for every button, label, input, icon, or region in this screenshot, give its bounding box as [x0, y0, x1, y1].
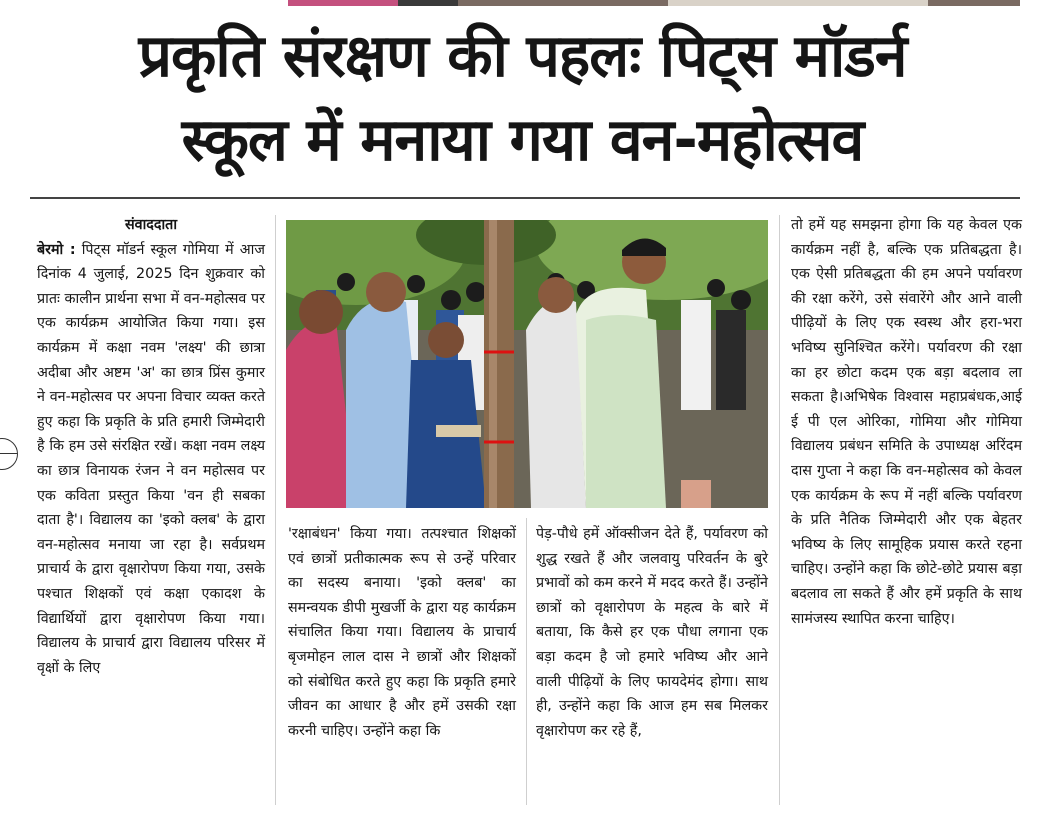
headline-line-1: प्रकृति संरक्षण की पहलः पिट्स मॉडर्न: [138, 21, 907, 90]
strip-segment: [288, 0, 398, 6]
article-column-4: [791, 213, 1022, 631]
column-3-text: पेड़-पौधे हमें ऑक्सीजन देते हैं, पर्यावरण को शुद्ध रखते हैं और जलवायु परिवर्तन के बुरे प्रभावों को कम करने में मदद करते हैं। उन्होंने छात्रों को वृक्षारोपण के महत्व के बारे में बताया, कि कैसे हर एक पौधा लगाना एक बड़ा कदम है जो हमारे भविष्य और आने वाली पीढ़ियों के लिए फायदेमंद होगा। साथ ही, उन्होंने कहा कि आज हम सब मिलकर वृक्षारोपण कर रहे हैं,: [536, 526, 768, 739]
article-column-3: [536, 522, 768, 743]
headline-divider: [30, 197, 1020, 199]
headline-line-2: स्कूल में मनाया गया वन-महोत्सव: [181, 105, 864, 174]
column-4-text: तो हमें यह समझना होगा कि यह केवल एक कार्यक्रम नहीं है, बल्कि एक प्रतिबद्धता है। एक ऐसी प्रतिबद्धता की हम अपने पर्यावरण की रक्षा करेंगे, उसे संवारेंगे और आने वाली पीढ़ियों के लिए एक स्वस्थ और हरा-भरा भविष्य सुनिश्चित करेंगे। पर्यावरण की रक्षा का हर छोटा कदम एक बड़ा बदलाव ला सकता है।अभिषेक विश्वास महाप्रबंधक,आई ई पी एल ओरिका, गोमिया और गोमिया विद्यालय प्रबंधन समिति के उपाध्यक्ष अरिंदम दास गुप्ता ने कहा कि वन-महोत्सव को केवल एक कार्यक्रम के रूप में नहीं बल्कि पर्यावरण के प्रति नैतिक जिम्मेदारी और एक बेहतर भविष्य के लिए सामूहिक प्रयास करते रहना चाहिए। उन्होंने कहा कि छोटे-छोटे प्रयास बड़ा बदलाव ला सकते हैं और हमें प्रकृति के साथ सामंजस्य स्थापित करना चाहिए।: [791, 217, 1022, 627]
tree-planting-photo: [286, 220, 768, 508]
dateline: बेरमो :: [37, 241, 76, 258]
column-2-text: 'रक्षाबंधन' किया गया। तत्पश्चात शिक्षकों एवं छात्रों प्रतीकात्मक रूप से उन्हें परिवार का सदस्य बनाया। 'इको क्लब' का समन्वयक डीपी मुखर्जी के द्वारा यह कार्यक्रम संचालित किया गया। विद्यालय के प्राचार्य बृजमोहन लाल दास ने छात्रों और शिक्षकों को संबोधित करते हुए कहा कि प्रकृति हमारे जीवन का आधार है और हमें उसकी रक्षा करनी चाहिए। उन्होंने कहा कि: [288, 526, 516, 739]
lead-paragraph: [37, 238, 265, 681]
top-photo-strip: [288, 0, 1020, 6]
column-divider: [526, 518, 527, 805]
strip-segment: [398, 0, 458, 6]
article-headline: [20, 14, 1025, 182]
lead-text: पिट्स मॉडर्न स्कूल गोमिया में आज दिनांक 4 जुलाई, 2025 दिन शुक्रवार को प्रातः कालीन प्रार्थना सभा में वन-महोत्सव पर एक कार्यक्रम आयोजित किया गया। इस कार्यक्रम में कक्षा नवम 'लक्ष्य' की छात्रा अदीबा और अष्टम 'अ' का छात्र प्रिंस कुमार ने वन-महोत्सव पर अपना विचार व्यक्त करते हुए कहा कि प्रकृति के प्रति हमारी जिम्मेदारी है कि हम उसे संरक्षित रखें। कक्षा नवम लक्ष्य का छात्र विनायक रंजन ने वन महोत्सव पर एक कविता प्रस्तुत किया 'वन ही सबका दाता है'। विद्यालय का 'इको क्लब' के द्वारा वन-महोत्सव मनाया जा रहा है। सर्वप्रथम प्राचार्य के द्वारा वृक्षारोपण किया गया, उसके पश्चात शिक्षकों एवं कक्षा एकादश के विद्यार्थियों द्वारा वृक्षारोपण किया गया। विद्यालय के प्राचार्य द्वारा विद्यालय परिसर में वृक्षों के लिए: [37, 241, 265, 676]
strip-segment: [668, 0, 928, 6]
column-divider: [275, 215, 276, 805]
clip-circle-icon: [0, 438, 18, 470]
article-column-1: [37, 213, 265, 680]
article-column-2: [288, 522, 516, 743]
byline: संवाददाता: [124, 217, 178, 233]
article-photo: [286, 220, 768, 508]
column-divider: [779, 215, 780, 805]
